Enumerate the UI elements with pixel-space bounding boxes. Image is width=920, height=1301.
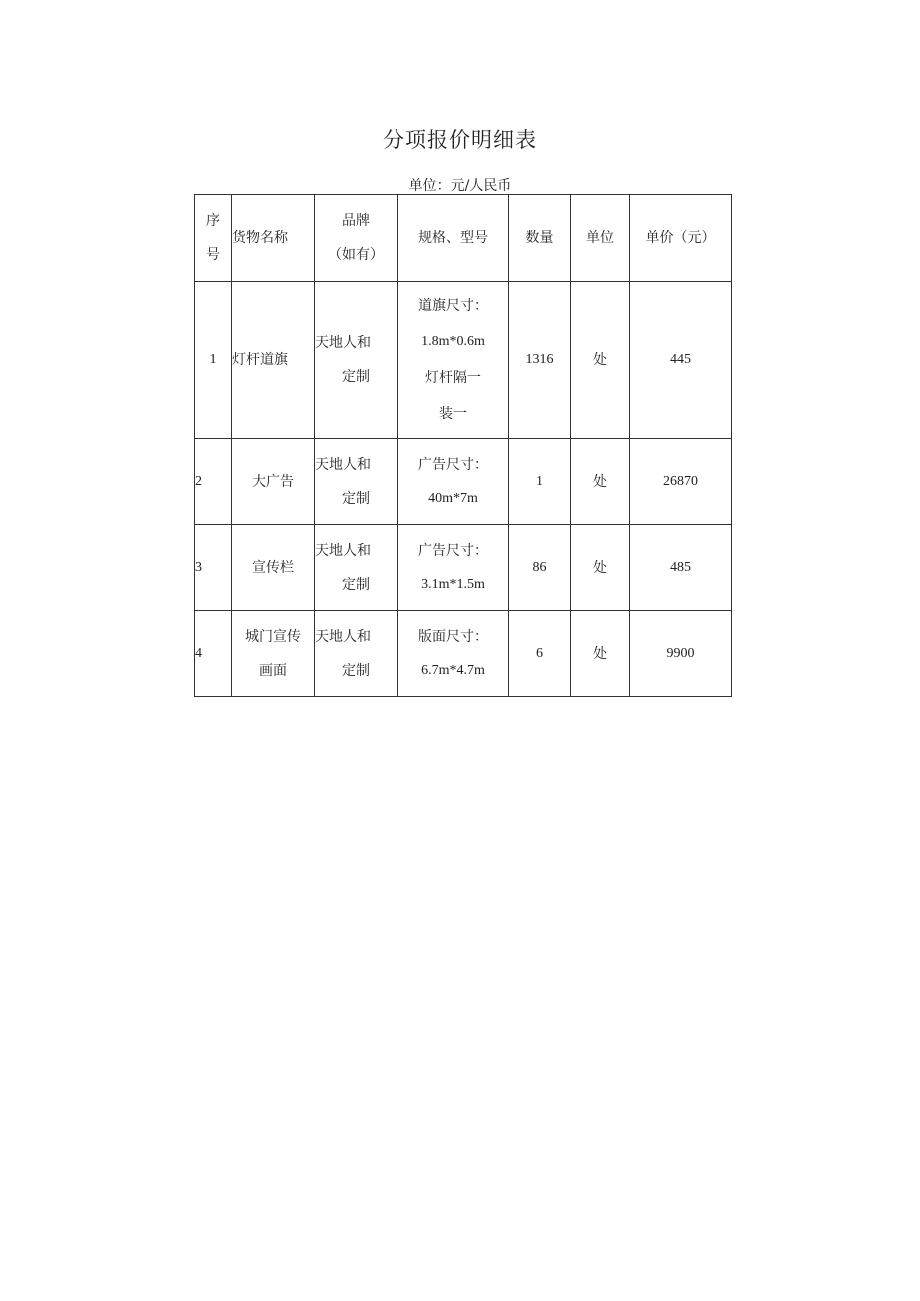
cell-goods: 城门宣传 画面 [232, 611, 315, 697]
table-header-row [195, 195, 732, 282]
cell-unit: 处 [571, 525, 630, 611]
page-title: 分项报价明细表 [383, 128, 537, 152]
cell-price: 445 [630, 282, 732, 439]
quotation-table [194, 194, 732, 697]
header-price: 单价（元） [630, 195, 732, 282]
table-row [195, 611, 732, 697]
cell-spec: 广告尺寸： 40m*7m [398, 439, 509, 525]
cell-qty: 86 [509, 525, 571, 611]
header-seq: 序 号 [195, 195, 232, 282]
cell-goods: 宣传栏 [232, 525, 315, 611]
cell-seq: 2 [195, 439, 232, 525]
cell-price: 485 [630, 525, 732, 611]
header-brand: 品牌 （如有） [315, 195, 398, 282]
cell-spec: 道旗尺寸： 1.8m*0.6m 灯杆隔一 装一 [398, 282, 509, 439]
cell-unit: 处 [571, 282, 630, 439]
header-qty: 数量 [509, 195, 571, 282]
table-row [195, 439, 732, 525]
cell-qty: 1316 [509, 282, 571, 439]
cell-brand: 天地人和 定制 [315, 282, 398, 439]
cell-seq: 3 [195, 525, 232, 611]
cell-seq: 4 [195, 611, 232, 697]
currency-unit-note: 单位：元/人民币 [408, 178, 512, 194]
table-row [195, 525, 732, 611]
cell-qty: 6 [509, 611, 571, 697]
header-spec: 规格、型号 [398, 195, 509, 282]
cell-price: 26870 [630, 439, 732, 525]
cell-unit: 处 [571, 439, 630, 525]
cell-spec: 广告尺寸： 3.1m*1.5m [398, 525, 509, 611]
table-row [195, 282, 732, 439]
cell-price: 9900 [630, 611, 732, 697]
cell-brand: 天地人和 定制 [315, 611, 398, 697]
cell-goods: 大广告 [232, 439, 315, 525]
cell-brand: 天地人和 定制 [315, 525, 398, 611]
cell-spec: 版面尺寸： 6.7m*4.7m [398, 611, 509, 697]
cell-goods: 灯杆道旗 [232, 282, 315, 439]
header-goods: 货物名称 [232, 195, 315, 282]
cell-unit: 处 [571, 611, 630, 697]
cell-brand: 天地人和 定制 [315, 439, 398, 525]
header-unit: 单位 [571, 195, 630, 282]
cell-seq: 1 [195, 282, 232, 439]
cell-qty: 1 [509, 439, 571, 525]
